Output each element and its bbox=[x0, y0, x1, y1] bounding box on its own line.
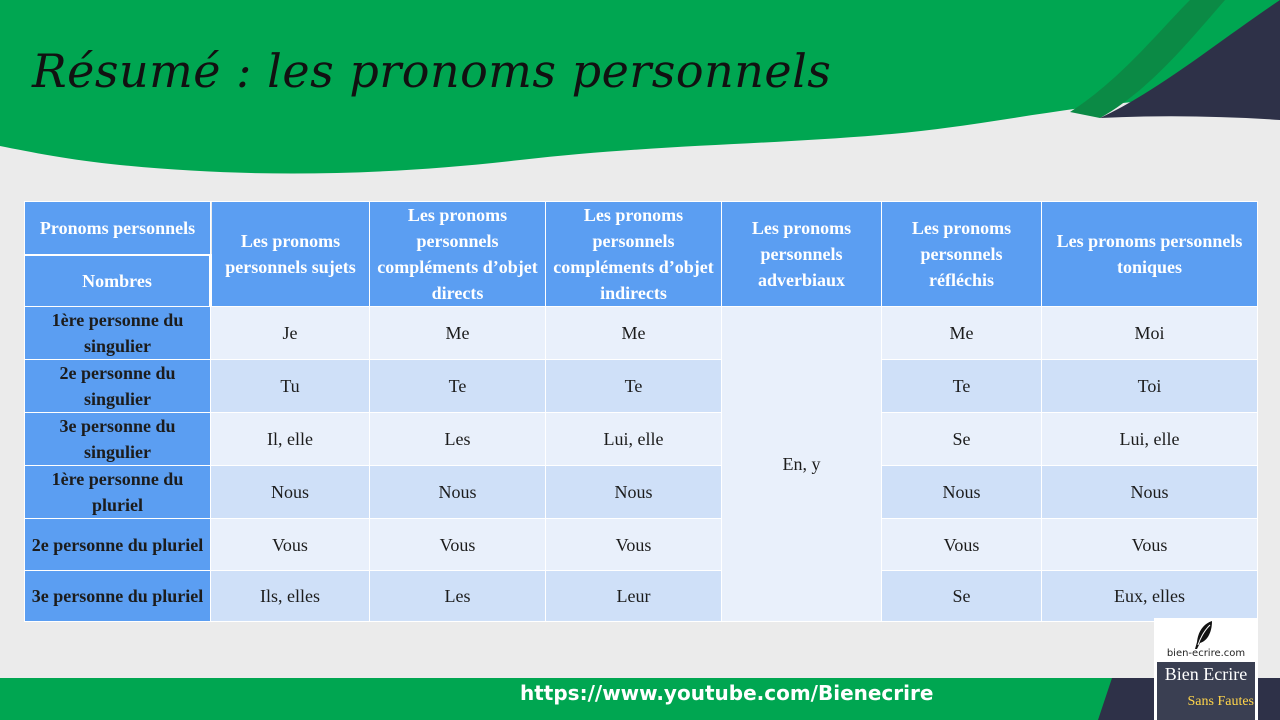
cell-reflechis: Vous bbox=[882, 519, 1042, 571]
table-row bbox=[25, 571, 1258, 622]
cell-toniques: Moi bbox=[1042, 307, 1258, 360]
cell-sujets: Tu bbox=[211, 360, 370, 413]
logo-name-line2: Sans Fautes bbox=[1187, 694, 1254, 709]
column-header-coi: Les pronoms personnels compléments d’objet indirects bbox=[546, 202, 722, 307]
cell-toniques: Vous bbox=[1042, 519, 1258, 571]
pronouns-table bbox=[24, 201, 1258, 622]
row-label: 2e personne du pluriel bbox=[25, 519, 211, 571]
cell-reflechis: Se bbox=[882, 571, 1042, 622]
cell-toniques: Toi bbox=[1042, 360, 1258, 413]
cell-adverbiaux: En, y bbox=[722, 307, 882, 622]
cell-sujets: Nous bbox=[211, 466, 370, 519]
table-row bbox=[25, 519, 1258, 571]
youtube-link[interactable]: https://www.youtube.com/Bienecrire bbox=[520, 681, 934, 705]
corner-header-pronoms: Pronoms personnels bbox=[25, 202, 211, 256]
cell-coi: Nous bbox=[546, 466, 722, 519]
row-label: 1ère personne du pluriel bbox=[25, 466, 211, 519]
column-header-toniques: Les pronoms personnels toniques bbox=[1042, 202, 1258, 307]
column-header-adverbiaux: Les pronoms personnels adverbiaux bbox=[722, 202, 882, 307]
cell-toniques: Eux, elles bbox=[1042, 571, 1258, 622]
cell-toniques: Lui, elle bbox=[1042, 413, 1258, 466]
logo-name-line1: Bien Ecrire bbox=[1164, 664, 1248, 684]
row-label: 3e personne du singulier bbox=[25, 413, 211, 466]
cell-cod: Les bbox=[370, 571, 546, 622]
cell-cod: Nous bbox=[370, 466, 546, 519]
cell-cod: Te bbox=[370, 360, 546, 413]
cell-coi: Leur bbox=[546, 571, 722, 622]
logo-site: bien-ecrire.com bbox=[1166, 648, 1246, 659]
cell-coi: Lui, elle bbox=[546, 413, 722, 466]
cell-coi: Me bbox=[546, 307, 722, 360]
cell-cod: Me bbox=[370, 307, 546, 360]
cell-toniques: Nous bbox=[1042, 466, 1258, 519]
table-row bbox=[25, 413, 1258, 466]
row-label: 2e personne du singulier bbox=[25, 360, 211, 413]
cell-cod: Les bbox=[370, 413, 546, 466]
cell-reflechis: Se bbox=[882, 413, 1042, 466]
cell-reflechis: Nous bbox=[882, 466, 1042, 519]
brand-logo bbox=[1154, 618, 1258, 720]
cell-sujets: Il, elle bbox=[211, 413, 370, 466]
corner-header-nombres: Nombres bbox=[25, 255, 211, 307]
row-label: 1ère personne du singulier bbox=[25, 307, 211, 360]
cell-reflechis: Me bbox=[882, 307, 1042, 360]
column-header-reflechis: Les pronoms personnels réfléchis bbox=[882, 202, 1042, 307]
table-row bbox=[25, 360, 1258, 413]
cell-coi: Vous bbox=[546, 519, 722, 571]
cell-coi: Te bbox=[546, 360, 722, 413]
cell-cod: Vous bbox=[370, 519, 546, 571]
table-row bbox=[25, 307, 1258, 360]
cell-sujets: Ils, elles bbox=[211, 571, 370, 622]
table-row bbox=[25, 466, 1258, 519]
cell-sujets: Je bbox=[211, 307, 370, 360]
cell-reflechis: Te bbox=[882, 360, 1042, 413]
page-title: Résumé : les pronoms personnels bbox=[32, 44, 832, 98]
column-header-sujets: Les pronoms personnels sujets bbox=[211, 202, 370, 307]
column-header-cod: Les pronoms personnels compléments d’objet directs bbox=[370, 202, 546, 307]
quill-icon bbox=[1192, 620, 1218, 650]
row-label: 3e personne du pluriel bbox=[25, 571, 211, 622]
cell-sujets: Vous bbox=[211, 519, 370, 571]
